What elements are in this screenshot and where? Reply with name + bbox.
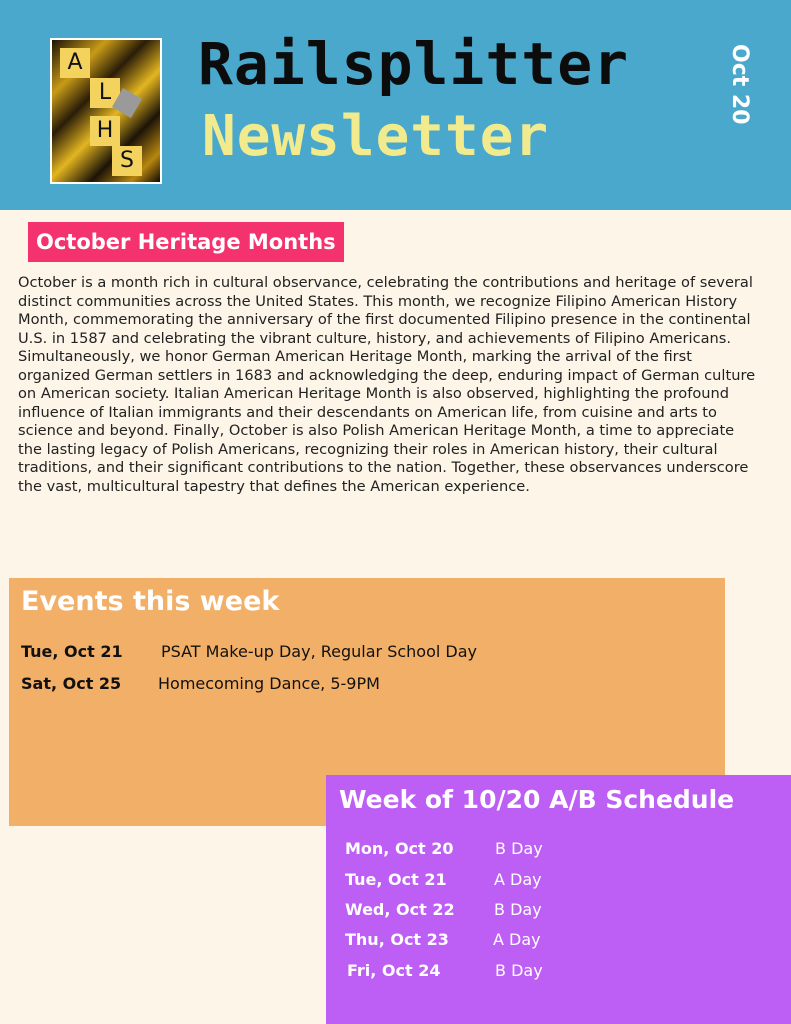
- schedule-day-type: B Day: [494, 900, 542, 919]
- event-desc: PSAT Make-up Day, Regular School Day: [161, 642, 477, 661]
- event-desc: Homecoming Dance, 5-9PM: [158, 674, 380, 693]
- schedule-heading: Week of 10/20 A/B Schedule: [339, 785, 735, 814]
- newsletter-title-line2: Newsletter: [202, 104, 550, 169]
- schedule-day: Mon, Oct 20: [345, 839, 454, 858]
- events-heading: Events this week: [21, 586, 280, 617]
- schedule-day-type: B Day: [495, 961, 543, 980]
- schedule-day-type: A Day: [493, 930, 541, 949]
- heritage-article: October is a month rich in cultural observance, celebrating the contributions and heritage of several distinct communities across the United States. This month, we recognize Filipino American History Month, commemorating the anniversary of the first documented Filipino presence in the continental U.S. in 1587 and celebrating the vibrant culture, history, and achievements of Filipino Americans. Simultaneously, we honor German American Heritage Month, marking the arrival of the first organized German settlers in 1683 and acknowledging the deep, enduring impact of German culture on American society. Italian American Heritage Month is also observed, highlighting the profound influence of Italian immigrants and their descendants on American life, from cuisine and arts to science and beyond. Finally, October is also Polish American Heritage Month, a time to appreciate the lasting legacy of Polish Americans, recognizing their roles in American history, their cultural traditions, and their significant contributions to the nation. Together, these observances underscore the vast, multicultural tapestry that defines the American experience.: [18, 274, 756, 495]
- schedule-panel: [326, 775, 791, 1024]
- logo-letter-s: S: [112, 146, 142, 176]
- issue-date: Oct 20: [727, 44, 752, 125]
- schedule-day-type: A Day: [494, 870, 542, 889]
- newsletter-title-line1: Railsplitter: [198, 30, 630, 98]
- logo-letter-a: A: [60, 48, 90, 78]
- schedule-day: Tue, Oct 21: [345, 870, 447, 889]
- newsletter-header: [0, 0, 791, 210]
- schedule-day: Wed, Oct 22: [345, 900, 455, 919]
- event-date: Tue, Oct 21: [21, 642, 123, 661]
- heritage-heading: October Heritage Months: [28, 222, 344, 262]
- logo-letter-h: H: [90, 116, 120, 146]
- schedule-day-type: B Day: [495, 839, 543, 858]
- logo-letter-l: L: [90, 78, 120, 108]
- schedule-day: Fri, Oct 24: [347, 961, 441, 980]
- school-logo: [50, 38, 162, 184]
- schedule-day: Thu, Oct 23: [345, 930, 449, 949]
- event-date: Sat, Oct 25: [21, 674, 122, 693]
